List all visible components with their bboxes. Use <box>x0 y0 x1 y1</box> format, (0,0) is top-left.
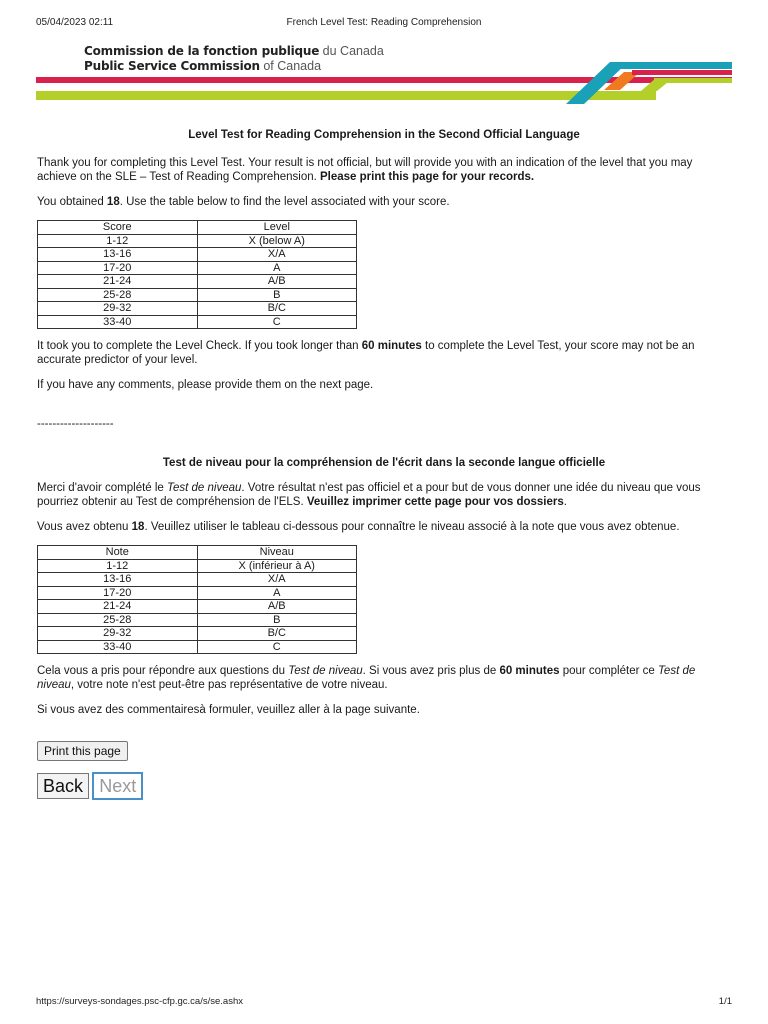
teal-band-top <box>619 62 732 69</box>
french-score-line <box>37 520 731 534</box>
nav-buttons <box>37 772 731 800</box>
english-score-table <box>37 220 357 329</box>
table-cell-level: B/C <box>197 302 357 316</box>
table-cell-level: C <box>197 640 357 654</box>
french-time-em2: Test de niveau <box>37 665 696 691</box>
table-cell-level: X/A <box>197 573 357 587</box>
print-url: https://surveys-sondages.psc-cfp.gc.ca/s/se.ashx <box>36 996 243 1007</box>
table-cell-score: 13-16 <box>38 248 198 262</box>
table-cell-level: A <box>197 586 357 600</box>
logo-fr-light: du Canada <box>319 44 384 58</box>
table-row <box>38 613 357 627</box>
english-comments-note: If you have any comments, please provide them on the next page. <box>37 379 374 391</box>
table-cell-score: 25-28 <box>38 613 198 627</box>
table-cell-score: 21-24 <box>38 600 198 614</box>
back-button[interactable]: Back <box>37 773 89 799</box>
table-cell-level: A/B <box>197 275 357 289</box>
table-row <box>38 559 357 573</box>
table-cell-level: X (below A) <box>197 234 357 248</box>
print-page-button[interactable]: Print this page <box>37 741 128 761</box>
french-print-notice: Veuillez imprimer cette page pour vos dossiers <box>306 496 564 508</box>
table-header-note: Note <box>38 546 198 560</box>
header-color-bands <box>36 60 732 106</box>
print-page-number: 1/1 <box>718 996 732 1007</box>
french-time-mid2: pour compléter ce <box>559 665 658 677</box>
english-time-post: to complete the Level Test, your score may not be an accurate predictor of your level. <box>37 340 695 366</box>
english-obtained-pre: You obtained <box>37 196 107 208</box>
orange-band-top <box>632 70 732 75</box>
table-row <box>38 640 357 654</box>
table-row <box>38 315 357 329</box>
logo-en-light: of Canada <box>259 59 322 73</box>
french-time-note <box>37 664 731 692</box>
main-content <box>37 128 731 800</box>
french-thanks-end: . <box>563 496 567 508</box>
table-cell-score: 33-40 <box>38 640 198 654</box>
table-cell-score: 21-24 <box>38 275 198 289</box>
table-cell-level: X (inférieur à A) <box>197 559 357 573</box>
table-cell-level: A/B <box>197 600 357 614</box>
table-cell-level: B <box>197 613 357 627</box>
french-thanks-text-1: Merci d'avoir complété le <box>37 482 168 494</box>
english-score-value: 18 <box>106 196 120 208</box>
table-cell-score: 13-16 <box>38 573 198 587</box>
table-cell-level: B/C <box>197 627 357 641</box>
english-time-note <box>37 339 731 367</box>
table-header-score: Score <box>38 221 198 235</box>
logo-en-bold: Public Service Commission <box>84 59 260 73</box>
table-row <box>38 600 357 614</box>
table-row <box>38 586 357 600</box>
french-time-mid: . Si vous avez pris plus de <box>362 665 500 677</box>
french-thanks-text-2: . Votre résultat n'est pas officiel et a pour but de vous donner une idée du niveau que vous pourriez obtenir au Test de compréhension de l'ELS. <box>37 482 701 508</box>
english-score-line <box>37 195 731 209</box>
table-row <box>38 234 357 248</box>
table-header-level: Level <box>197 221 357 235</box>
french-time-bold: 60 minutes <box>499 665 560 677</box>
french-score-value: 18 <box>131 521 145 533</box>
french-obtained-pre: Vous avez obtenu <box>37 521 132 533</box>
french-time-pre: Cela vous a pris pour répondre aux questions du <box>37 665 289 677</box>
table-row <box>38 275 357 289</box>
english-time-pre: It took you to complete the Level Check. If you took longer than <box>37 340 362 352</box>
french-thanks-em: Test de niveau <box>167 482 242 494</box>
separator-dashes: -------------------- <box>37 418 114 430</box>
table-row <box>38 302 357 316</box>
table-cell-score: 25-28 <box>38 288 198 302</box>
table-row <box>38 261 357 275</box>
green-band-top <box>654 78 732 83</box>
logo-fr-bold: Commission de la fonction publique <box>84 44 320 58</box>
table-row <box>38 288 357 302</box>
table-header-niveau: Niveau <box>197 546 357 560</box>
english-thanks-text: Thank you for completing this Level Test. Your result is not official, but will provide you with an indication of the level that you may achieve on the SLE – Test of Reading Comprehension. <box>37 157 693 183</box>
table-row <box>38 248 357 262</box>
table-cell-score: 1-12 <box>38 234 198 248</box>
print-header <box>36 17 732 31</box>
table-header-row <box>38 221 357 235</box>
table-cell-score: 33-40 <box>38 315 198 329</box>
french-score-table <box>37 545 357 654</box>
table-row <box>38 627 357 641</box>
print-page-title: French Level Test: Reading Comprehension <box>286 17 482 28</box>
english-heading: Level Test for Reading Comprehension in the Second Official Language <box>188 129 580 141</box>
table-cell-score: 17-20 <box>38 261 198 275</box>
english-time-bold: 60 minutes <box>361 340 422 352</box>
table-row <box>38 573 357 587</box>
table-cell-level: A <box>197 261 357 275</box>
french-comments-note: Si vous avez des commentairesà formuler, veuillez aller à la page suivante. <box>37 704 420 716</box>
table-cell-level: B <box>197 288 357 302</box>
french-thanks <box>37 481 731 509</box>
french-obtained-post: . Veuillez utiliser le tableau ci-dessous pour connaître le niveau associé à la note que vous avez obtenue. <box>144 521 680 533</box>
green-band <box>36 91 656 100</box>
next-button[interactable]: Next <box>92 772 143 800</box>
table-header-row <box>38 546 357 560</box>
print-button-row <box>37 741 731 761</box>
french-time-em: Test de niveau <box>288 665 363 677</box>
french-time-post: , votre note n'est peut-être pas représentative de votre niveau. <box>70 679 388 691</box>
table-cell-level: X/A <box>197 248 357 262</box>
table-cell-level: C <box>197 315 357 329</box>
table-cell-score: 29-32 <box>38 302 198 316</box>
table-cell-score: 17-20 <box>38 586 198 600</box>
english-print-notice: Please print this page for your records. <box>320 171 535 183</box>
english-thanks <box>37 156 731 184</box>
print-datetime: 05/04/2023 02:11 <box>36 17 114 28</box>
french-heading: Test de niveau pour la compréhension de l'écrit dans la seconde langue officielle <box>162 457 606 469</box>
english-obtained-post: . Use the table below to find the level associated with your score. <box>119 196 450 208</box>
table-cell-score: 29-32 <box>38 627 198 641</box>
table-cell-score: 1-12 <box>38 559 198 573</box>
